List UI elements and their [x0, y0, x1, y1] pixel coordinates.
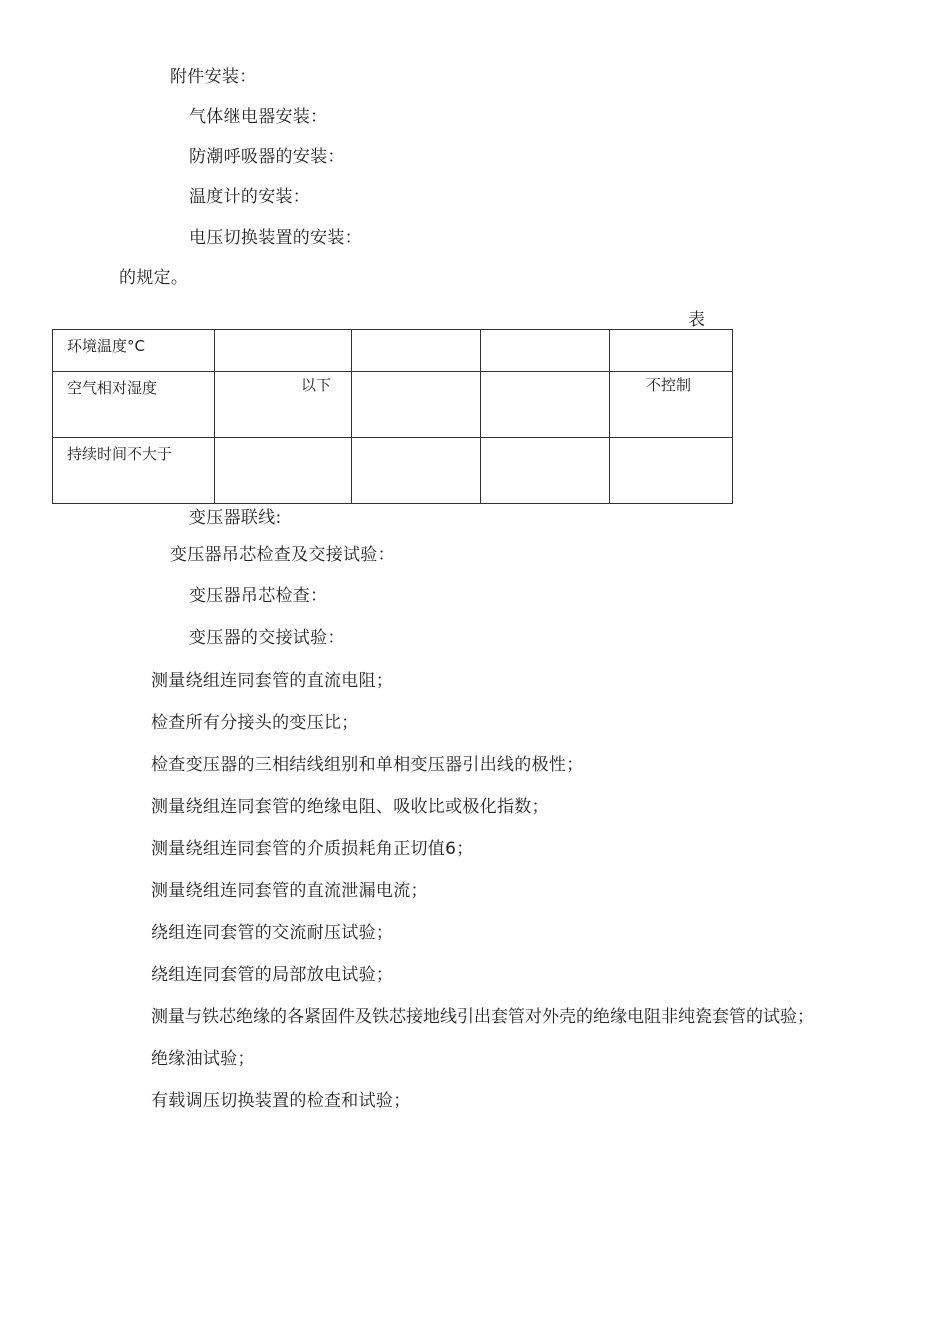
list-item: 有载调压切换装置的检查和试验；	[151, 1091, 411, 1111]
paragraph-regulation: 的规定。	[119, 268, 189, 288]
table-cell	[610, 438, 733, 504]
table-cell-label	[53, 438, 215, 504]
row-label-temperature: 环境温度°C	[67, 337, 145, 355]
list-item: 测量绕组连同套管的介质损耗角正切值6；	[151, 839, 474, 859]
heading-handover-test: 变压器的交接试验：	[189, 628, 345, 648]
heading-core-inspection: 变压器吊芯检查：	[189, 586, 328, 606]
table-cell	[610, 330, 733, 372]
list-item: 检查变压器的三相结线组别和单相变压器引出线的极性；	[151, 755, 584, 775]
table-cell-label	[53, 372, 215, 438]
table-cell	[352, 372, 481, 438]
list-item: 测量绕组连同套管的绝缘电阻、吸收比或极化指数；	[151, 797, 549, 817]
list-item: 测量与铁芯绝缘的各紧固件及铁芯接地线引出套管对外壳的绝缘电阻非纯瓷套管的试验；	[151, 1007, 814, 1027]
heading-thermometer-installation: 温度计的安装：	[189, 187, 311, 207]
heading-breather-installation: 防潮呼吸器的安装：	[189, 147, 345, 167]
heading-accessory-installation: 附件安装：	[170, 67, 257, 87]
heading-gas-relay-installation: 气体继电器安装：	[189, 107, 328, 127]
list-item: 测量绕组连同套管的直流泄漏电流；	[151, 881, 428, 901]
list-item: 检查所有分接头的变压比；	[151, 713, 359, 733]
heading-voltage-switch-installation: 电压切换装置的安装：	[189, 228, 362, 248]
table-cell-label	[53, 330, 215, 372]
row-label-duration: 持续时间不大于	[67, 445, 173, 463]
table-cell	[215, 330, 352, 372]
table-cell-value: 不控制	[646, 376, 692, 394]
list-item: 绝缘油试验；	[151, 1049, 255, 1069]
table-cell	[481, 372, 610, 438]
table-caption: 表	[688, 310, 705, 330]
table-cell	[215, 438, 352, 504]
list-item: 绕组连同套管的交流耐压试验；	[151, 923, 394, 943]
list-item: 测量绕组连同套管的直流电阻；	[151, 671, 394, 691]
table-row	[53, 438, 733, 504]
table-cell	[352, 330, 481, 372]
environment-table	[52, 329, 733, 504]
table-row	[53, 372, 733, 438]
table-cell	[352, 438, 481, 504]
heading-transformer-connection: 变压器联线:	[189, 508, 282, 528]
table-row	[53, 330, 733, 372]
table-cell	[215, 372, 352, 438]
table-cell	[481, 330, 610, 372]
row-label-humidity: 空气相对湿度	[67, 379, 158, 397]
table-cell	[481, 438, 610, 504]
table-cell	[610, 372, 733, 438]
list-item: 绕组连同套管的局部放电试验；	[151, 965, 394, 985]
heading-core-inspection-and-test: 变压器吊芯检查及交接试验：	[170, 545, 395, 565]
table-cell-value: 以下	[301, 376, 332, 394]
